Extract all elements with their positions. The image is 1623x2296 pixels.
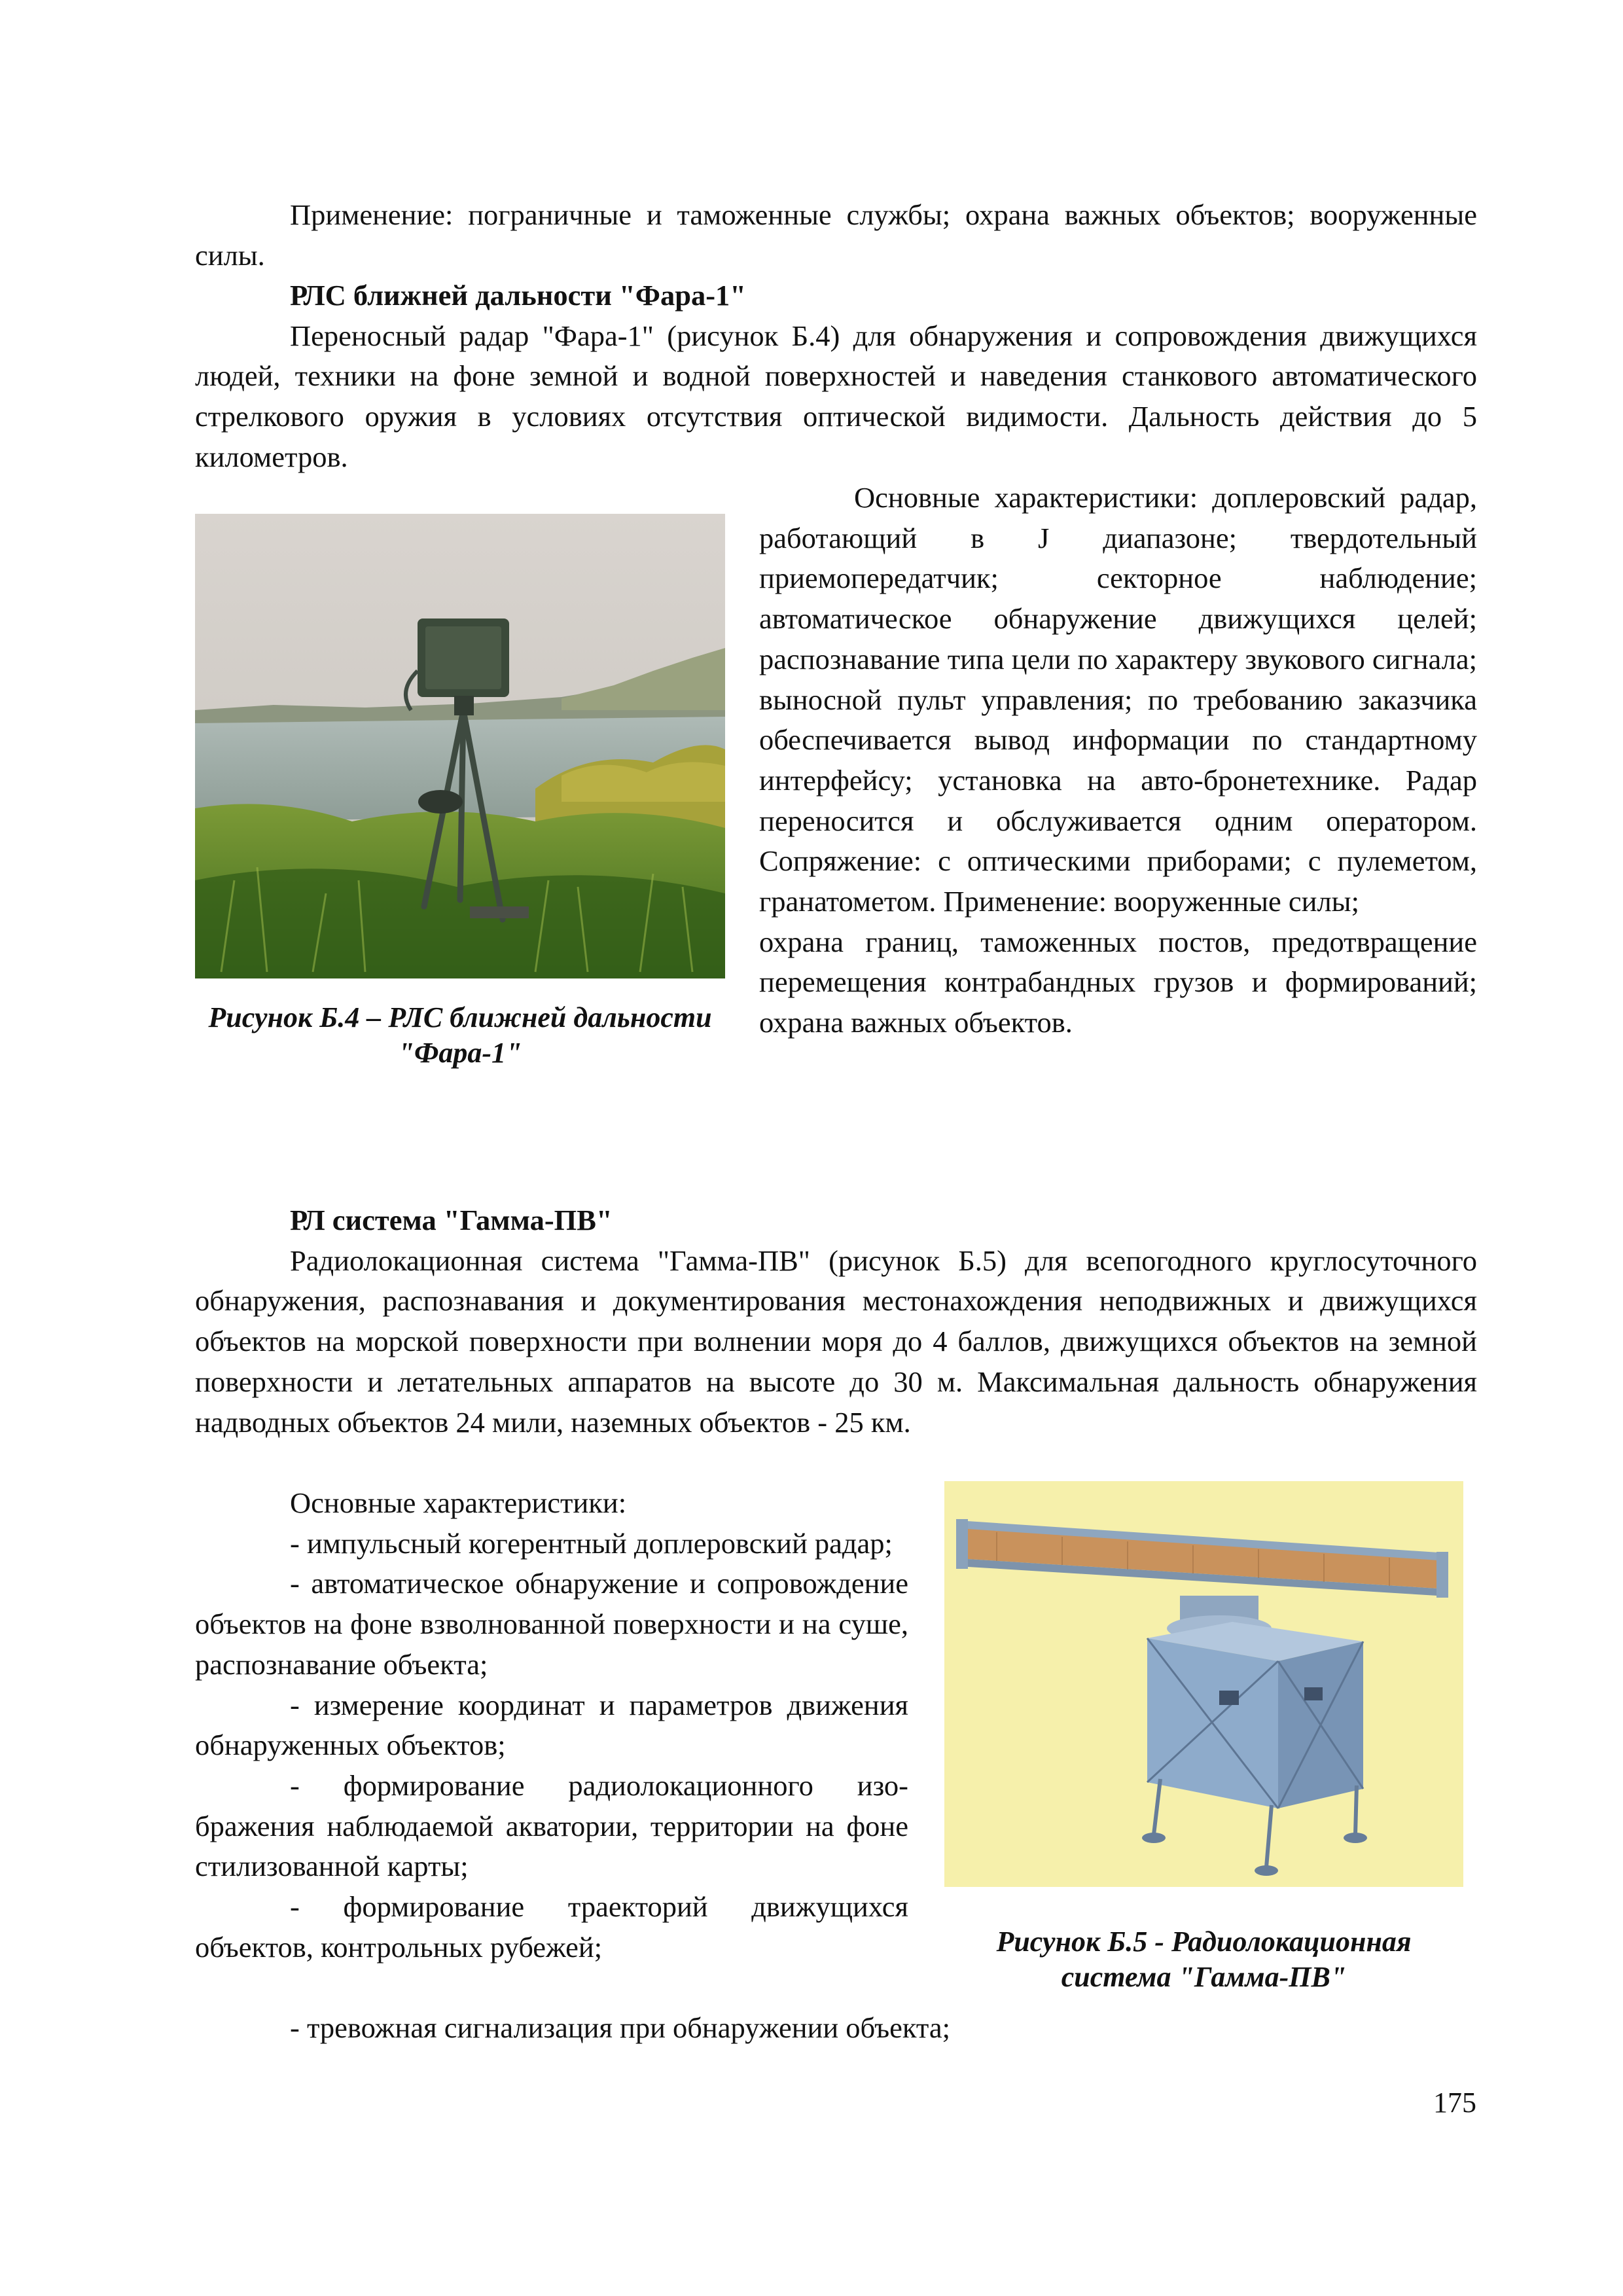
gamma-pv-photo — [944, 1481, 1463, 1887]
fara-characteristics — [759, 478, 1477, 1043]
page-number: 175 — [1433, 2087, 1476, 2119]
application-text: Применение: пограничные и таможенные службы; охрана важных объектов; вооруженные силы. — [195, 198, 1477, 272]
figure-b4-caption-block — [195, 1000, 725, 1071]
figure-b5-caption: Рисунок Б.5 - Радиолокационная система "Гамма-ПВ" — [996, 1926, 1412, 1993]
gamma-intro: Радиолокационная система "Гамма-ПВ" (рисунок Б.5) для всепогодного круглосуточного обнаружения, распознавания и документирования местонахождения неподвижных и движущихся объектов на морской поверхности при волнении моря до 4 баллов, движущихся объектов на земной поверхности и летательных аппаратов на высоте до 30 м. Максимальная дальность обнаружения надводных объектов 24 мили, наземных объектов - 25 км. — [195, 1244, 1477, 1439]
gamma-char-item: - импульсный когерентный доплеровский радар; — [290, 1526, 893, 1560]
gamma-last-line — [195, 2008, 1477, 2049]
gamma-char-item: - формирование траекторий движущихся объектов, контрольных рубежей; — [195, 1890, 908, 1964]
gamma-char-item: - автоматическое обнаружение и сопровождение объектов на фоне взволнованной поверхности и на суше, распознавание объекта; — [195, 1567, 908, 1681]
fara-char-text: Основные характеристики: доплеровский радар, работающий в J диапазоне; твердотельный приемопередатчик; секторное наблюдение; автоматическое обнаружение движущихся целей; распознавание типа цели по характеру звукового сигнала; выносной пульт управления; по требованию заказчика обеспечивается вывод информации по стандартному интерфейсу; установка на авто-бронетехнике. Радар переносится и обслуживается одним оператором. Сопряжение: с оптическими приборами; с пулеметом, гранатометом. Применение: вооруженные силы; — [759, 481, 1477, 918]
figure-b5-caption-block — [944, 1924, 1463, 1995]
figure-b4-caption: Рисунок Б.4 – РЛС ближней дальности "Фара-1" — [208, 1001, 712, 1069]
gamma-characteristics — [195, 1483, 908, 1967]
gamma-heading: РЛ система "Гамма-ПВ" — [290, 1204, 613, 1236]
top-paragraph — [195, 195, 1477, 276]
fara-heading: РЛС ближней дальности "Фара-1" — [290, 279, 746, 312]
gamma-alarm-item: - тревожная сигнализация при обнаружении объекта; — [290, 2011, 950, 2044]
gamma-section — [195, 1200, 1477, 1443]
gamma-char-title: Основные характеристики: — [290, 1486, 627, 1519]
fara-1-photo — [195, 514, 725, 978]
fara-section — [195, 276, 1477, 478]
gamma-char-item: - измерение координат и параметров движения обнаруженных объектов; — [195, 1688, 908, 1762]
gamma-char-item: - формирование радиолокационного изображения наблюдаемой акватории, территории на фоне стилизованной карты; — [195, 1768, 908, 1883]
fara-intro: Переносный радар "Фара-1" (рисунок Б.4) для обнаружения и сопровождения движущихся людей, техники на фоне земной и водной поверхностей и наведения станкового автоматического стрелкового оружия в условиях отсутствия оптической видимости. Дальность действия до 5 километров. — [195, 319, 1477, 473]
fara-char-text-cont: охрана границ, таможенных постов, предотвращение перемещения контрабандных грузов и формирований; охрана важных объектов. — [759, 925, 1477, 1039]
